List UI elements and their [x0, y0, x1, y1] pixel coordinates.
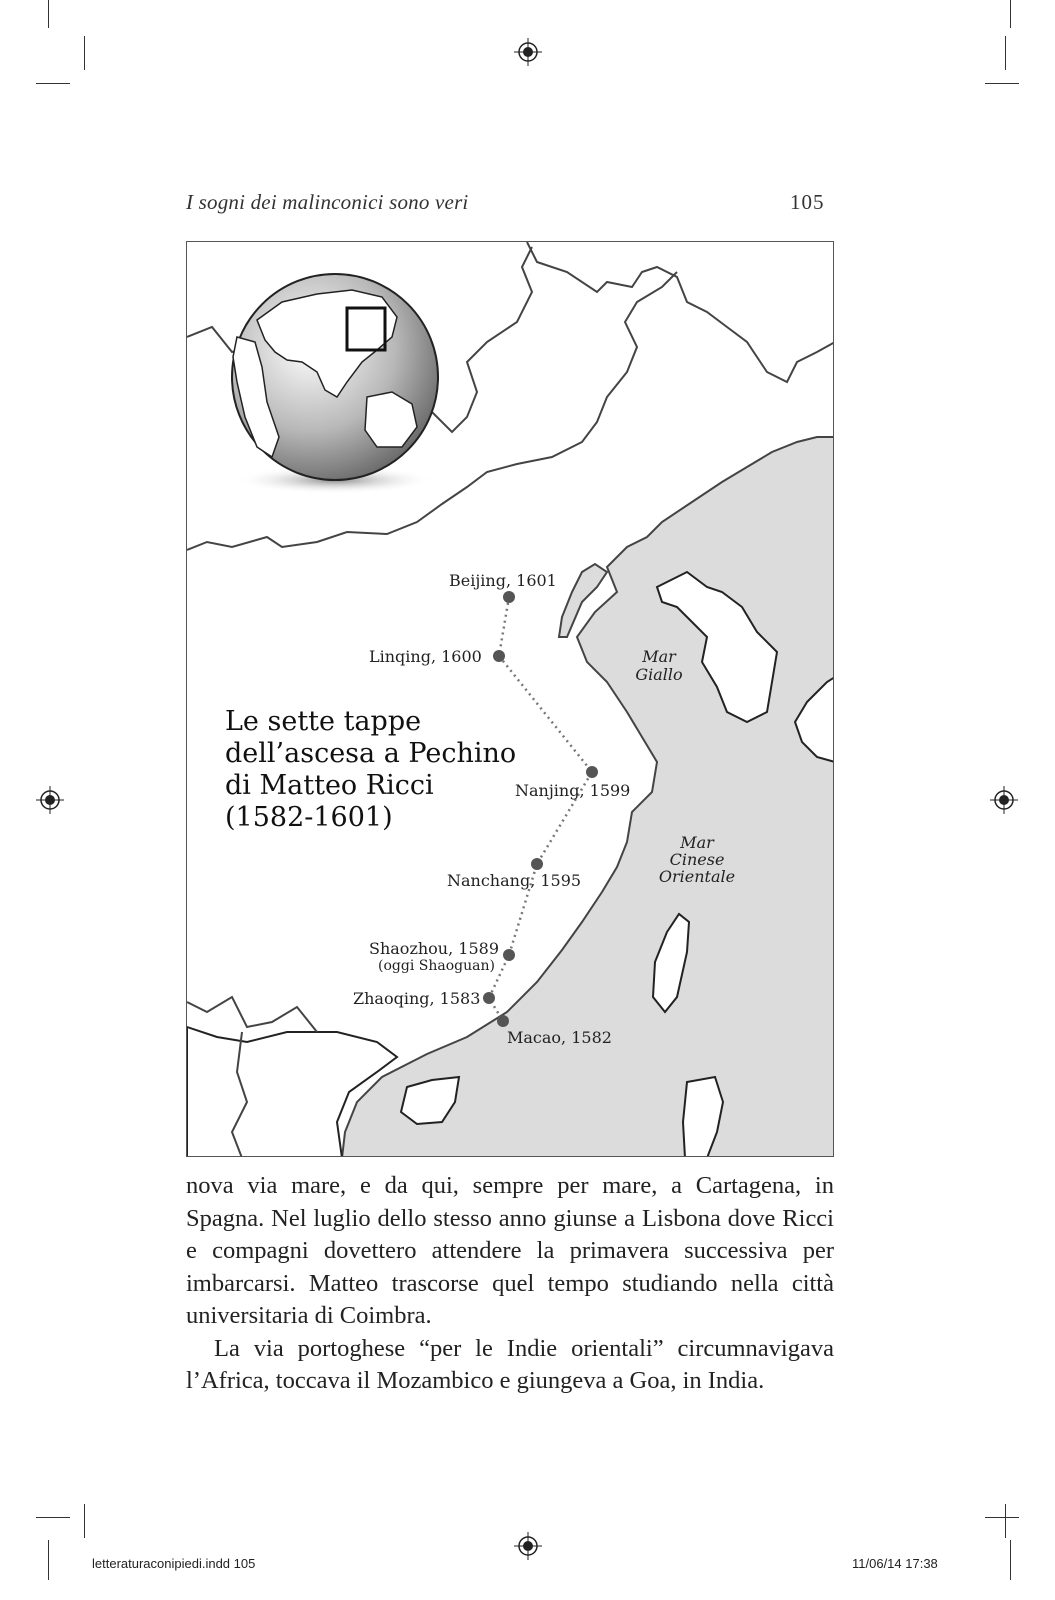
city-marker — [531, 858, 543, 870]
crop-mark — [1005, 1504, 1006, 1538]
city-label: Nanjing, 1599 — [515, 781, 631, 800]
city-label: Linqing, 1600 — [369, 647, 482, 666]
paragraph: nova via mare, e da qui, sempre per mare, a Cartagena, in Spagna. Nel luglio dello stesso anno giunse a Lisbona dove Ricci e compagni dovettero attendere la primavera successiva per imbarcarsi. Matteo trascorse quel tempo studiando nella città universitaria di Coimbra. — [186, 1172, 834, 1329]
city-marker — [503, 949, 515, 961]
crop-mark — [36, 1517, 70, 1518]
running-head: I sogni dei malinconici sono veri — [186, 190, 469, 214]
sea-label: Cinese — [669, 850, 725, 869]
crop-mark — [985, 1517, 1019, 1518]
slug-timestamp: 11/06/14 17:38 — [852, 1556, 938, 1571]
crop-mark — [1010, 1540, 1011, 1580]
city-label: Nanchang, 1595 — [447, 871, 582, 890]
body-text — [186, 1170, 834, 1398]
city-marker — [586, 766, 598, 778]
paragraph: La via portoghese “per le Indie orientali” circumnavigava l’Africa, toccava il Mozambico e giungeva a Goa, in India. — [186, 1334, 834, 1394]
crop-mark — [1010, 0, 1011, 28]
crop-mark — [84, 36, 85, 70]
border-line — [187, 997, 317, 1032]
sea-label: Giallo — [635, 665, 683, 684]
map-title-line: di Matteo Ricci — [225, 770, 434, 801]
registration-mark-icon — [514, 1532, 542, 1560]
map-figure — [186, 241, 834, 1157]
slug-file: letteraturaconipiedi.indd 105 — [92, 1556, 256, 1571]
city-marker — [483, 992, 495, 1004]
city-label-note: (oggi Shaoguan) — [378, 958, 495, 974]
crop-mark — [84, 1504, 85, 1538]
registration-mark-icon — [514, 38, 542, 66]
city-label: Zhaoqing, 1583 — [353, 989, 481, 1008]
crop-mark — [1005, 36, 1006, 70]
map-title-line: Le sette tappe — [225, 706, 422, 737]
city-marker — [503, 591, 515, 603]
page-number: 105 — [790, 190, 825, 214]
border-line — [527, 242, 834, 382]
city-label: Shaozhou, 1589 — [369, 939, 499, 958]
crop-mark — [48, 0, 49, 28]
sea-label: Mar — [642, 647, 676, 666]
map-title-line: dell’ascesa a Pechino — [225, 738, 517, 769]
map-title-line: (1582-1601) — [225, 802, 393, 833]
registration-mark-icon — [990, 786, 1018, 814]
sea-label: Orientale — [658, 867, 736, 886]
crop-mark — [48, 1540, 49, 1580]
registration-mark-icon — [36, 786, 64, 814]
crop-mark — [36, 83, 70, 84]
sea-label: Mar — [680, 833, 714, 852]
city-label: Beijing, 1601 — [449, 571, 557, 590]
city-marker — [497, 1015, 509, 1027]
city-label: Macao, 1582 — [507, 1028, 612, 1047]
crop-mark — [985, 83, 1019, 84]
city-marker — [493, 650, 505, 662]
